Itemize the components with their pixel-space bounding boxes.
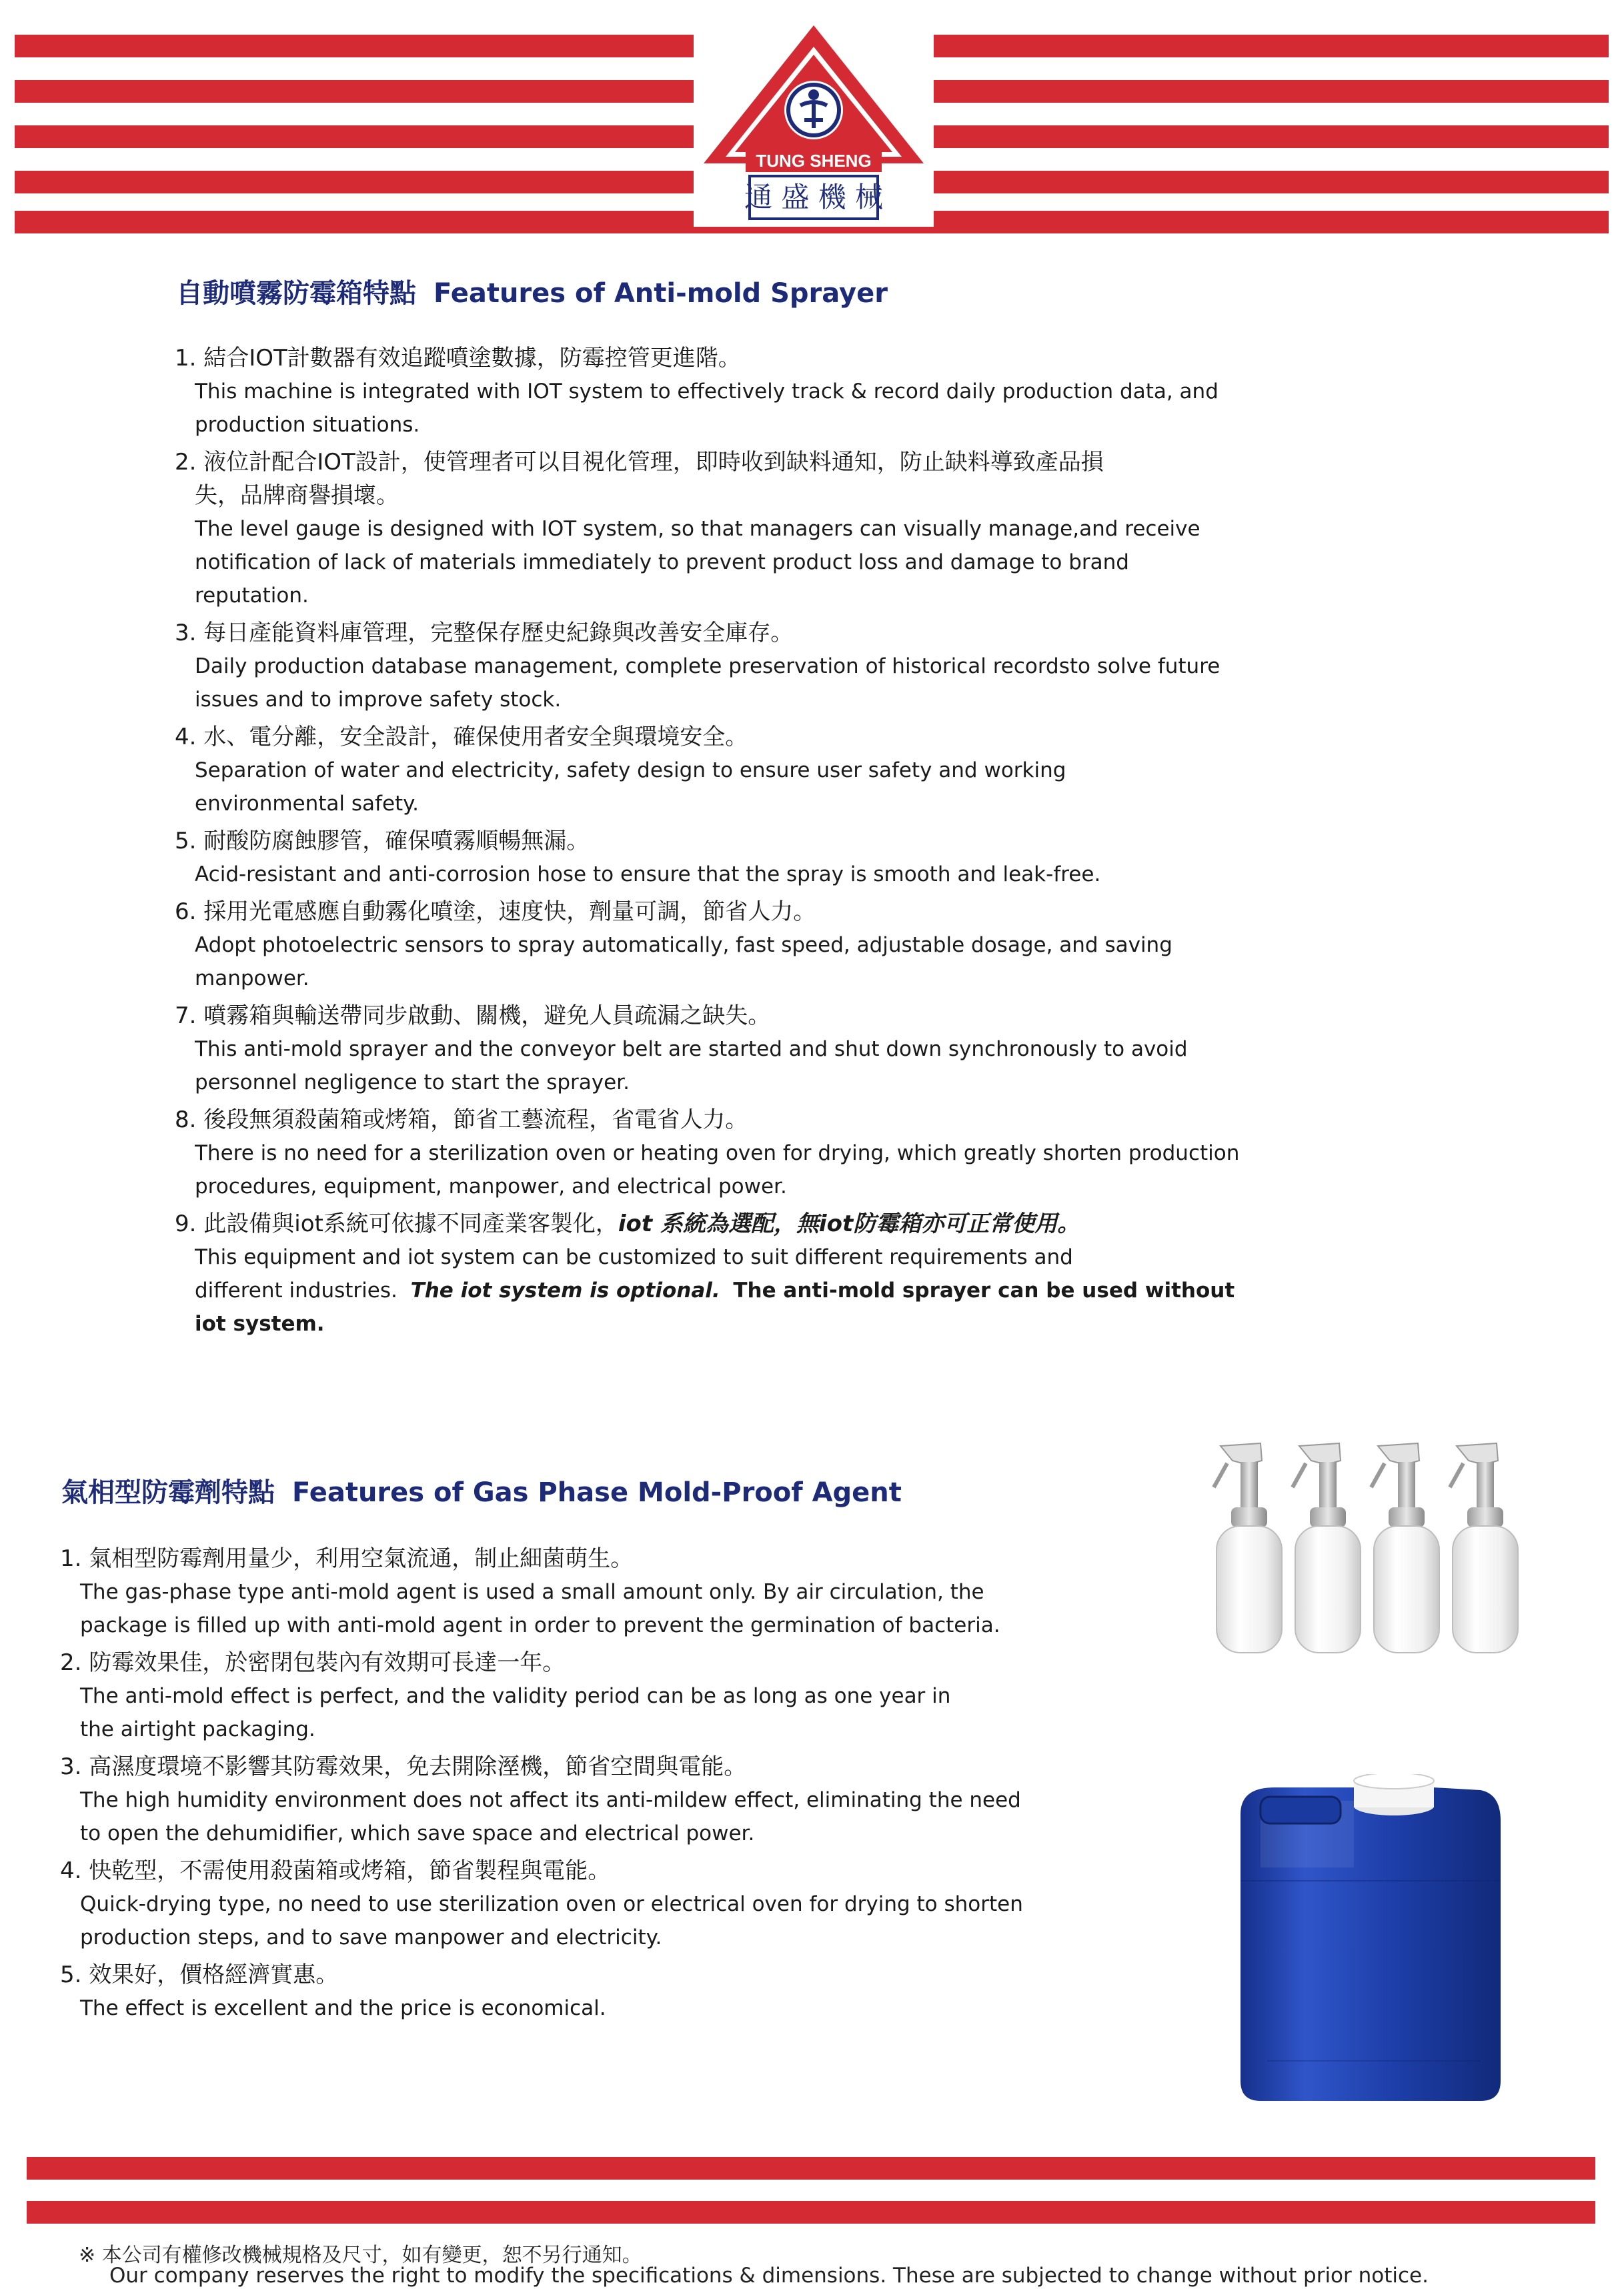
section1-title-zh: 自動噴霧防霉箱特點 — [176, 278, 416, 309]
footer-stripe-1 — [27, 2157, 1595, 2180]
spray-bottle-1 — [1214, 1443, 1282, 1653]
section1-title — [176, 272, 888, 310]
section1-title-en: Features of Anti-mold Sprayer — [434, 278, 888, 309]
footer-notice-zh: ※ 本公司有權修改機械規格及尺寸，如有變更，恕不另行通知。 — [79, 2244, 642, 2267]
section1-item-1: 1. 結合IOT計數器有效追蹤噴塗數據，防霉控管更進階。 This machine is integrated with IOT system to effectively track & record daily production data, and production situations. — [175, 345, 1219, 437]
section2-item-1: 1. 氣相型防霉劑用量少，利用空氣流通，制止細菌萌生。 The gas-phase type anti-mold agent is used a small amount only. By air circulation, the package is filled up with anti-mold agent in order to prevent the germination of bacteria. — [60, 1545, 1000, 1637]
logo-name-en: TUNG SHENG — [756, 151, 872, 171]
logo-name-zh: 通 盛 機 械 — [744, 181, 884, 213]
section1-item-9: 9. 此設備與iot系統可依據不同產業客製化，iot 系統為選配，無iot防霉箱亦可正常使用。 This equipment and iot system can be customized to suit different requirements and different industries. The iot system is optional. The anti-mold sprayer can be used without iot system. — [175, 1211, 1235, 1336]
section1-item-7: 7. 噴霧箱與輸送帶同步啟動、關機，避免人員疏漏之缺失。 This anti-mold sprayer and the conveyor belt are started and shut down synchronously to avoid personnel negligence to start the sprayer. — [175, 1002, 1188, 1094]
footer-stripe-2 — [27, 2201, 1595, 2224]
section1-item-5: 5. 耐酸防腐蝕膠管，確保噴霧順暢無漏。 Acid-resistant and anti-corrosion hose to ensure that the spray is smooth and leak-free. — [175, 828, 1101, 886]
tung-sheng-logo — [694, 20, 934, 227]
footer-notice-en: Our company reserves the right to modify the specifications & dimensions. These are subjected to change without prior notice. — [109, 2264, 1429, 2288]
spray-bottle-3 — [1371, 1443, 1439, 1653]
section1-item-3: 3. 每日產能資料庫管理，完整保存歷史紀錄與改善安全庫存。 Daily production database management, complete preservation of historical recordsto solve future issues and to improve safety stock. — [175, 620, 1221, 712]
spray-bottle-4 — [1450, 1443, 1518, 1653]
section1-item-6: 6. 採用光電感應自動霧化噴塗，速度快，劑量可調，節省人力。 Adopt photoelectric sensors to spray automatically, fast speed, adjustable dosage, and saving manpower. — [175, 898, 1172, 990]
section1-item-4: 4. 水、電分離，安全設計，確保使用者安全與環境安全。 Separation of water and electricity, safety design to ensure user safety and working environmental safety. — [175, 724, 1066, 816]
section2-title-en: Features of Gas Phase Mold-Proof Agent — [292, 1477, 902, 1508]
section2-item-2: 2. 防霉效果佳，於密閉包裝內有效期可長達一年。 The anti-mold effect is perfect, and the validity period can be as long as one year in the airtight packaging. — [60, 1649, 951, 1741]
blue-jerrycan-image — [1214, 1774, 1521, 2108]
spray-bottles-image — [1187, 1441, 1547, 1654]
section1-item-2: 2. 液位計配合IOT設計，使管理者可以目視化管理，即時收到缺料通知，防止缺料導致產品損 失，品牌商譽損壞。 The level gauge is designed with IOT system, so that managers can visually manage,and receive notification of lack of materials immediately to prevent product loss and damage to brand reputation. — [175, 449, 1200, 608]
section2-item-5: 5. 效果好，價格經濟實惠。 The effect is excellent and the price is economical. — [60, 1962, 606, 2020]
section2-title — [61, 1471, 902, 1509]
section2-item-4: 4. 快乾型，不需使用殺菌箱或烤箱，節省製程與電能。 Quick-drying type, no need to use sterilization oven or electrical oven for drying to shorten production steps, and to save manpower and electricity. — [60, 1857, 1023, 1950]
section1-feature-list — [175, 341, 1295, 1345]
section2-item-3: 3. 高濕度環境不影響其防霉效果，免去開除溼機，節省空間與電能。 The high humidity environment does not affect its anti-mildew effect, eliminating the need to open the dehumidifier, which save space and electrical power. — [60, 1753, 1021, 1845]
section2-feature-list — [60, 1542, 1140, 2029]
section2-title-zh: 氣相型防霉劑特點 — [61, 1477, 275, 1508]
section1-item-8: 8. 後段無須殺菌箱或烤箱，節省工藝流程，省電省人力。 There is no need for a sterilization oven or heating oven for drying, which greatly shorten production procedures, equipment, manpower, and electrical power. — [175, 1106, 1240, 1199]
spray-bottle-2 — [1293, 1443, 1361, 1653]
